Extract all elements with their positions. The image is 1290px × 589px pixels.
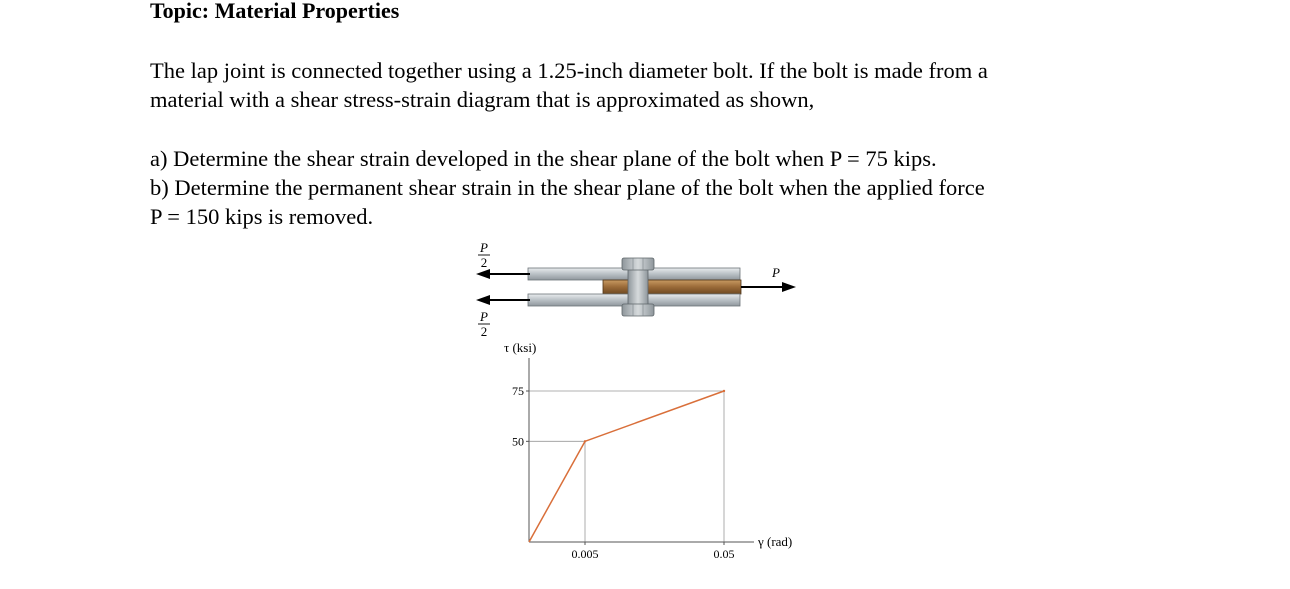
intro-line-1: The lap joint is connected together using a 1.25-inch diameter bolt. If the bolt is made from a <box>150 58 988 83</box>
load-right-label: P <box>772 265 780 280</box>
y-axis-label: τ (ksi) <box>504 340 537 355</box>
part-b-line-2: P = 150 kips is removed. <box>150 204 374 229</box>
right-load-arrow <box>741 282 796 292</box>
load-top-denominator: 2 <box>480 255 488 270</box>
load-bottom-numerator: P <box>480 309 488 324</box>
part-a: a) Determine the shear strain developed in the shear plane of the bolt when P = 75 kips. <box>150 146 937 171</box>
part-b-line-1: b) Determine the permanent shear strain in the shear plane of the bolt when the applied force <box>150 175 985 200</box>
left-bottom-load-arrow <box>476 295 530 305</box>
data-point <box>584 440 586 442</box>
left-top-load-arrow <box>476 269 530 279</box>
topic-heading: Topic: Material Properties <box>150 0 400 23</box>
load-bottom-denominator: 2 <box>480 324 488 339</box>
stress-strain-curve <box>529 391 724 542</box>
intro-line-2: material with a shear stress-strain diagram that is approximated as shown, <box>150 87 815 112</box>
bolt-head <box>622 258 654 270</box>
shear-stress-strain-chart <box>504 340 792 561</box>
bolt-nut <box>622 304 654 316</box>
bolt-shank <box>628 268 648 306</box>
data-point <box>723 390 725 392</box>
x-axis-label: γ (rad) <box>758 534 793 549</box>
y-tick-label: 75 <box>512 384 524 398</box>
y-tick-label: 50 <box>512 434 524 449</box>
x-tick-label: 0.005 <box>571 547 599 561</box>
load-top-numerator: P <box>480 240 488 255</box>
middle-plate <box>603 280 741 294</box>
chart-guides <box>529 391 724 542</box>
x-tick-label: 0.05 <box>713 547 735 561</box>
chart-ticks <box>512 384 735 561</box>
lap-joint-diagram <box>476 240 796 339</box>
